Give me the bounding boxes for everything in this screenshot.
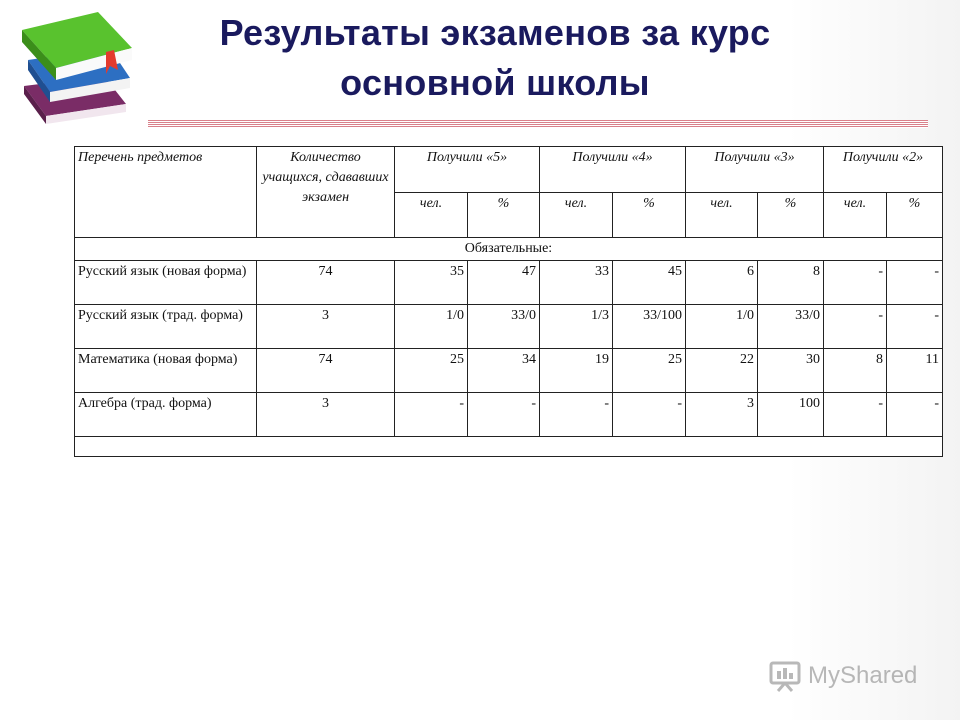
subject-cell: Алгебра (трад. форма) xyxy=(75,393,257,437)
header-grade-2: Получили «2» xyxy=(824,147,943,193)
subject-cell: Математика (новая форма) xyxy=(75,349,257,393)
header-subjects: Перечень предметов xyxy=(75,147,257,238)
empty-cell xyxy=(75,437,943,457)
logo-text: MyShared xyxy=(808,662,918,689)
header-student-count: Количество учащихся, сдававших экзамен xyxy=(257,147,395,238)
value-cell: - xyxy=(887,261,943,305)
table-header-row xyxy=(75,147,943,193)
title-divider xyxy=(148,120,928,128)
value-cell: 34 xyxy=(468,349,540,393)
value-cell: - xyxy=(540,393,613,437)
value-cell: 6 xyxy=(686,261,758,305)
count-cell: 74 xyxy=(257,349,395,393)
value-cell: 33/100 xyxy=(613,305,686,349)
value-cell: - xyxy=(887,393,943,437)
subheader-people: чел. xyxy=(686,192,758,238)
myshared-logo xyxy=(768,656,928,696)
subject-cell: Русский язык (трад. форма) xyxy=(75,305,257,349)
header-grade-5: Получили «5» xyxy=(395,147,540,193)
presentation-board-icon xyxy=(768,659,802,693)
category-row xyxy=(75,238,943,261)
value-cell: 35 xyxy=(395,261,468,305)
value-cell: 25 xyxy=(613,349,686,393)
value-cell: 45 xyxy=(613,261,686,305)
subject-cell: Русский язык (новая форма) xyxy=(75,261,257,305)
subheader-percent: % xyxy=(468,192,540,238)
value-cell: 11 xyxy=(887,349,943,393)
value-cell: - xyxy=(395,393,468,437)
value-cell: 1/3 xyxy=(540,305,613,349)
page-title xyxy=(150,8,840,108)
value-cell: 22 xyxy=(686,349,758,393)
count-cell: 74 xyxy=(257,261,395,305)
stack-of-books-icon xyxy=(14,8,142,128)
header-grade-4: Получили «4» xyxy=(540,147,686,193)
count-cell: 3 xyxy=(257,393,395,437)
value-cell: 47 xyxy=(468,261,540,305)
value-cell: 19 xyxy=(540,349,613,393)
subheader-percent: % xyxy=(887,192,943,238)
exam-results-table xyxy=(74,146,943,457)
value-cell: - xyxy=(824,393,887,437)
subheader-people: чел. xyxy=(395,192,468,238)
value-cell: 100 xyxy=(758,393,824,437)
table-row xyxy=(75,349,943,393)
value-cell: 3 xyxy=(686,393,758,437)
header-grade-3: Получили «3» xyxy=(686,147,824,193)
value-cell: - xyxy=(887,305,943,349)
value-cell: 33/0 xyxy=(468,305,540,349)
value-cell: 33/0 xyxy=(758,305,824,349)
value-cell: - xyxy=(824,261,887,305)
value-cell: - xyxy=(468,393,540,437)
empty-row xyxy=(75,437,943,457)
subheader-people: чел. xyxy=(540,192,613,238)
title-line-1: Результаты экзаменов за курс xyxy=(219,12,771,53)
value-cell: 25 xyxy=(395,349,468,393)
value-cell: 30 xyxy=(758,349,824,393)
category-label: Обязательные: xyxy=(75,238,943,261)
subheader-percent: % xyxy=(758,192,824,238)
value-cell: 1/0 xyxy=(686,305,758,349)
count-cell: 3 xyxy=(257,305,395,349)
value-cell: - xyxy=(824,305,887,349)
subheader-people: чел. xyxy=(824,192,887,238)
value-cell: 33 xyxy=(540,261,613,305)
value-cell: - xyxy=(613,393,686,437)
table-row xyxy=(75,393,943,437)
title-line-2: основной школы xyxy=(340,62,650,103)
value-cell: 8 xyxy=(758,261,824,305)
table-row xyxy=(75,261,943,305)
table-row xyxy=(75,305,943,349)
value-cell: 8 xyxy=(824,349,887,393)
subheader-percent: % xyxy=(613,192,686,238)
value-cell: 1/0 xyxy=(395,305,468,349)
